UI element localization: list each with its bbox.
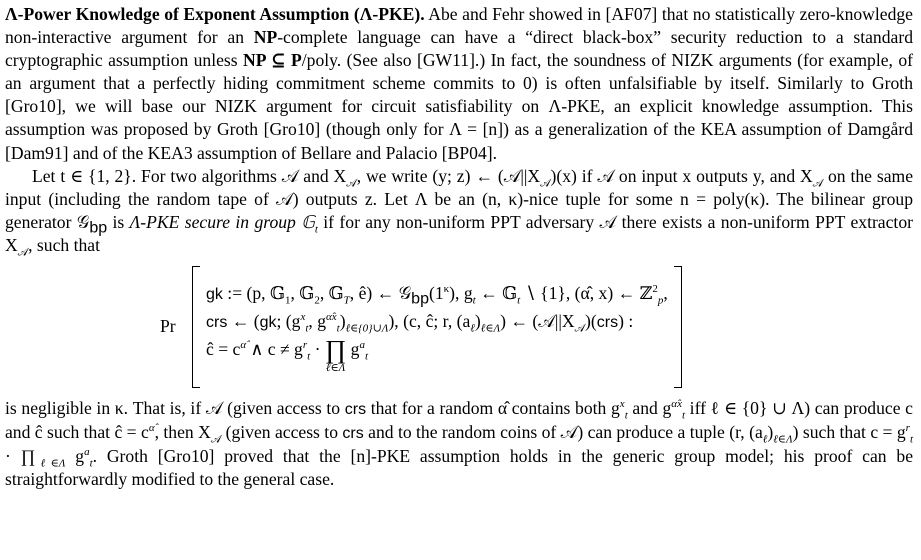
equation-rows xyxy=(200,281,674,374)
pr-symbol: Pr xyxy=(160,316,176,337)
left-bracket xyxy=(192,266,200,388)
equation-row-gk: gk := (p, 𝔾$_1$, 𝔾$_2$, 𝔾$_T$, ê) ← $𝒢_{bp}(1^\kappa)$, $g_t$ ← 𝔾$_t$ ∖ {1}, (α̂, x) ← ℤ$^2_p$, xyxy=(206,282,668,308)
equation-row-crs: crs ← (gk; ($g^x_t$, $g^{\alphâx}_t)_{\ell\in\{0\}\cup\Lambda}$), (c, ĉ; r, $(a_\ell)_{\ell\in\Lambda}$) ← $(𝒜||X_𝒜)(crs)$ : xyxy=(206,310,634,335)
right-bracket xyxy=(674,266,682,388)
paragraph-pke-definition-intro: Λ-Power Knowledge of Exponent Assumption (Λ-PKE). Abe and Fehr showed in [AF07] that no statistically zero-knowledge non-interactive argument for an NP-complete language can have a “direct black-box” security reduction to a standard cryptographic assumption unless NP ⊆ P/poly. (See also [GW11].) In fact, the soundness of NIZK arguments (for example, of an argument that a perfectly hiding commitment scheme commits to 0) is often unfalsifiable by itself. Similarly to Groth [Gro10], we will base our NIZK argument for circuit satisfiability on Λ-PKE, an explicit knowledge assumption. This assumption was proposed by Groth [Gro10] (though only for Λ = [n]) as a generalization of the KEA assumption of Damgård [Dam91] and of the KEA3 assumption of Bellare and Palacio [BP04]. xyxy=(5,4,913,163)
equation-row-condition: ĉ = $c^{\alphâ}$ ∧ $c \ne g^r_t$ · ∏ ℓ∈Λ $g^a_t$ xyxy=(206,334,369,374)
section-heading: Λ-Power Knowledge of Exponent Assumption (Λ-PKE). xyxy=(5,4,425,24)
probability-display-equation xyxy=(160,266,913,388)
paragraph-pke-explanation: is negligible in κ. That is, if 𝒜 (given access to crs that for a random α̂ contains both $g^x_t$ and $g^{\alphâx}_t$ iff ℓ ∈ {0} ∪ Λ) can produce c and ĉ such that ĉ = $c^{\alphâ}$, then $X_𝒜$ (given access to crs and to the random coins of 𝒜) can produce a tuple (r, $(a_\ell)_{\ell\in\Lambda}$) such that $c = g^r_t$ · $\prod_{\ell\in\Lambda}$ $g^a_t$. Groth [Gro10] proved that the [n]-PKE assumption holds in the generic group model; his proof can be straightforwardly modified to the general case. xyxy=(5,398,914,490)
paragraph-pke-formal: Let t ∈ {1, 2}. For two algorithms 𝒜 and $X_𝒜$, we write (y; z) ← $(𝒜||X_𝒜)(x)$ if 𝒜 on input x outputs y, and $X_𝒜$ on the same input (including the random tape of 𝒜) outputs z. Let Λ be an (n, κ)-nice tuple for some n = poly(κ). The bilinear group generator 𝒢$_{bp}$ is Λ-PKE secure in group 𝔾$_t$ if for any non-uniform PPT adversary 𝒜 there exists a non-uniform PPT extractor $X_𝒜$, such that xyxy=(5,165,914,259)
product-operator: ∏ ℓ∈Λ xyxy=(324,334,347,374)
